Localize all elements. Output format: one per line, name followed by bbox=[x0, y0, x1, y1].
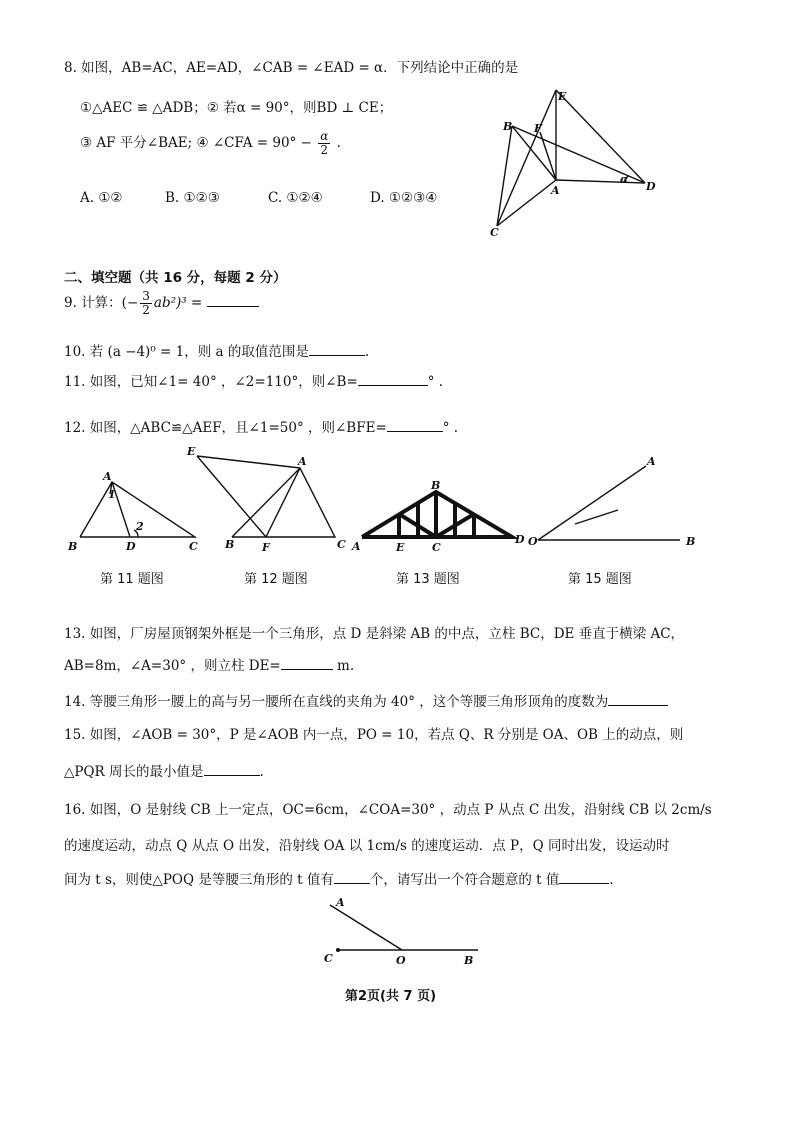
q16-label-B: B bbox=[464, 954, 474, 967]
q8-label-A: A bbox=[551, 184, 560, 197]
q8-option-c: C. ①②④ bbox=[268, 190, 323, 206]
fig13-label-A: A bbox=[352, 540, 361, 553]
fig12-label-E: E bbox=[187, 445, 196, 458]
q9-frac-num: 3 bbox=[142, 289, 150, 303]
q16-label-O: O bbox=[396, 954, 406, 967]
fig15-label-O: O bbox=[528, 535, 538, 548]
fig15-label-A: A bbox=[647, 455, 656, 468]
caption-fig15: 第 15 题图 bbox=[568, 572, 632, 587]
fig13-label-E: E bbox=[396, 541, 405, 554]
q8-label-C: C bbox=[490, 226, 499, 239]
fig13-label-C: C bbox=[432, 541, 441, 554]
fig13-label-D: D bbox=[515, 533, 525, 546]
fig12-label-F: F bbox=[262, 541, 270, 554]
fig11-label-C: C bbox=[189, 540, 198, 553]
q8-line3b: . bbox=[336, 135, 341, 151]
q13-line1: 13. 如图，厂房屋顶钢架外框是一个三角形，点 D 是斜梁 AB 的中点，立柱 BC，DE 垂直于横梁 AC， bbox=[64, 626, 685, 642]
q14-text: 14. 等腰三角形一腰上的高与另一腰所在直线的夹角为 40° ，这个等腰三角形顶角的度数为 bbox=[64, 694, 609, 710]
q8-option-a: A. ①② bbox=[80, 190, 123, 206]
fig12-label-B: B bbox=[225, 538, 235, 551]
q16-line1: 16. 如图，O 是射线 CB 上一定点，OC=6cm，∠COA=30° ，动点 P 从点 C 出发，沿射线 CB 以 2cm/s bbox=[64, 802, 712, 818]
fig15-label-B: B bbox=[686, 535, 696, 548]
q8-label-E: E bbox=[558, 90, 567, 103]
q8-label-F: F bbox=[534, 122, 542, 135]
q15-line1: 15. 如图，∠AOB = 30°，P 是∠AOB 内一点，PO = 10，若点 Q、R 分别是 OA、OB 上的动点，则 bbox=[64, 727, 684, 743]
caption-fig12: 第 12 题图 bbox=[244, 572, 308, 587]
q16-line3b: 个，请写出一个符合题意的 t 值 bbox=[369, 872, 560, 888]
fig11-label-B: B bbox=[68, 540, 78, 553]
fig12-label-A: A bbox=[298, 455, 307, 468]
q8-option-d: D. ①②③④ bbox=[370, 190, 438, 206]
q15-line2a: △PQR 周长的最小值是 bbox=[64, 764, 204, 780]
q8-frac-den: 2 bbox=[320, 143, 329, 157]
q16-line2: 的速度运动，动点 Q 从点 O 出发，沿射线 OA 以 1cm/s 的速度运动．点 P，Q 同时出发，设运动时 bbox=[64, 838, 670, 854]
q13-line2a: AB=8m，∠A=30° ，则立柱 DE= bbox=[64, 658, 281, 674]
q8-label-alpha: α bbox=[620, 173, 629, 186]
q8-line2: ①△AEC ≌ △ADB；② 若α = 90°，则BD ⊥ CE； bbox=[80, 100, 393, 116]
q10-text2: . bbox=[364, 344, 370, 360]
fig11-label-A: A bbox=[103, 470, 112, 483]
q16-line3a: 间为 t s，则使△POQ 是等腰三角形的 t 值有 bbox=[64, 872, 334, 888]
q8-frac-num: α bbox=[320, 129, 329, 143]
fig12-label-C: C bbox=[337, 538, 346, 551]
q13-line2b: m. bbox=[337, 658, 355, 674]
q9-expr: ab²)³ = bbox=[153, 295, 203, 311]
q16-label-C: C bbox=[324, 952, 333, 965]
page-number: 第2页(共 7 页) bbox=[345, 989, 437, 1004]
q8-option-b: B. ①②③ bbox=[165, 190, 220, 206]
q8-line3a: ③ AF 平分∠BAE; ④ ∠CFA = 90° − bbox=[80, 135, 312, 151]
q10-text1: 10. 若 (a −4)⁰ = 1，则 a 的取值范围是 bbox=[64, 344, 309, 360]
q16-label-A: A bbox=[336, 896, 345, 909]
q15-line2b: . bbox=[259, 764, 264, 780]
q8-label-B: B bbox=[503, 120, 513, 133]
q16-line3c: . bbox=[609, 872, 614, 888]
q9-prefix: 9. 计算：(− bbox=[64, 295, 139, 311]
q8-line1: 8. 如图，AB=AC，AE=AD，∠CAB = ∠EAD = α．下列结论中正确的是 bbox=[64, 60, 519, 76]
q16-point-C bbox=[336, 948, 340, 952]
q11-text1: 11. 如图，已知∠1= 40° ，∠2=110°，则∠B= bbox=[64, 374, 358, 390]
q9-frac-den: 2 bbox=[142, 303, 150, 317]
caption-fig11: 第 11 题图 bbox=[100, 572, 164, 587]
fig13-label-B: B bbox=[431, 479, 441, 492]
q8-label-D: D bbox=[646, 180, 656, 193]
q16-ray-OA bbox=[330, 905, 402, 950]
fig11-label-2: 2 bbox=[136, 520, 144, 533]
section-title: 二、填空题（共 16 分，每题 2 分） bbox=[64, 270, 287, 286]
fig11-label-1: 1 bbox=[108, 488, 116, 501]
q11-text2: ° . bbox=[427, 374, 444, 390]
fig11-label-D: D bbox=[126, 540, 136, 553]
q12-text2: ° . bbox=[442, 420, 459, 436]
q12-text1: 12. 如图，△ABC≌△AEF，且∠1=50° ，则∠BFE= bbox=[64, 420, 387, 436]
caption-fig13: 第 13 题图 bbox=[396, 572, 460, 587]
